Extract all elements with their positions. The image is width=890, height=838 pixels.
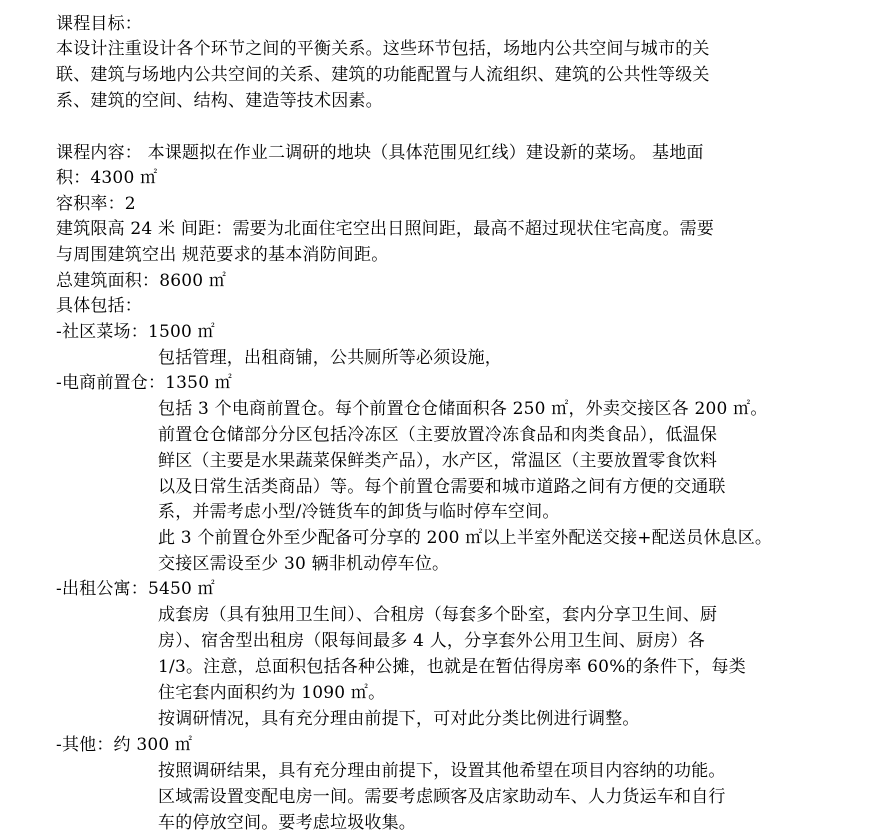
height-limit-line: 与周围建筑空出 规范要求的基本消防间距。 (56, 245, 389, 265)
market-line: 包括管理，出租商铺，公共厕所等必须设施， (158, 348, 502, 368)
height-limit-line: 建筑限高 24 米 间距：需要为北面住宅空出日照间距，最高不超过现状住宅高度。需要 (56, 219, 715, 239)
warehouse-line: 前置仓仓储部分分区包括冷冻区（主要放置冷冻食品和肉类食品），低温保 (158, 425, 718, 445)
apartments-line: 1/3。注意，总面积包括各种公摊，也就是在暂估得房率 60%的条件下，每类 (158, 657, 746, 677)
warehouse-line: 交接区需设至少 30 辆非机动停车位。 (158, 554, 450, 574)
warehouse-line: 包括 3 个电商前置仓。每个前置仓仓储面积各 250 ㎡，外卖交接区各 200 ㎡。 (158, 399, 768, 419)
content-intro-line: 积：4300 ㎡ (56, 168, 158, 188)
apartments-line: 按调研情况，具有充分理由前提下，可对此分类比例进行调整。 (158, 709, 640, 729)
apartments-line: 成套房（具有独用卫生间）、合租房（每套多个卧室，套内分享卫生间、厨 (158, 605, 718, 625)
goal-line: 本设计注重设计各个环节之间的平衡关系。这些环节包括，场地内公共空间与城市的关 (56, 39, 710, 59)
warehouse-title: -电商前置仓：1350 ㎡ (56, 373, 233, 393)
goal-heading: 课程目标： (56, 14, 142, 34)
apartments-title: -出租公寓：5450 ㎡ (56, 579, 215, 599)
apartments-line: 住宅套内面积约为 1090 ㎡。 (158, 683, 386, 703)
other-line: 按照调研结果，具有充分理由前提下，设置其他希望在项目内容纳的功能。 (158, 761, 726, 781)
includes-heading: 具体包括： (56, 296, 142, 316)
apartments-line: 房）、宿舍型出租房（限每间最多 4 人，分享套外公用卫生间、厨房）各 (158, 631, 705, 651)
goal-line: 联、建筑与场地内公共空间的关系、建筑的功能配置与人流组织、建筑的公共性等级关 (56, 65, 710, 85)
content-intro-line: 课程内容： 本课题拟在作业二调研的地块（具体范围见红线）建设新的菜场。 基地面 (56, 143, 704, 163)
warehouse-line: 系，并需考虑小型/冷链货车的卸货与临时停车空间。 (158, 502, 560, 522)
market-title: -社区菜场：1500 ㎡ (56, 322, 215, 342)
total-area: 总建筑面积：8600 ㎡ (56, 271, 227, 291)
warehouse-line: 鲜区（主要是水果蔬菜保鲜类产品），水产区，常温区（主要放置零食饮料 (158, 451, 718, 471)
warehouse-line: 以及日常生活类商品）等。每个前置仓需要和城市道路之间有方便的交通联 (158, 477, 726, 497)
other-line: 车的停放空间。要考虑垃圾收集。 (158, 813, 416, 833)
other-line: 区域需设置变配电房一间。需要考虑顾客及店家助动车、人力货运车和自行 (158, 787, 726, 807)
other-title: -其他：约 300 ㎡ (56, 735, 193, 755)
floor-area-ratio: 容积率：2 (56, 194, 136, 214)
warehouse-line: 此 3 个前置仓外至少配备可分享的 200 ㎡以上半室外配送交接+配送员休息区。 (158, 528, 773, 548)
goal-line: 系、建筑的空间、结构、建造等技术因素。 (56, 91, 383, 111)
